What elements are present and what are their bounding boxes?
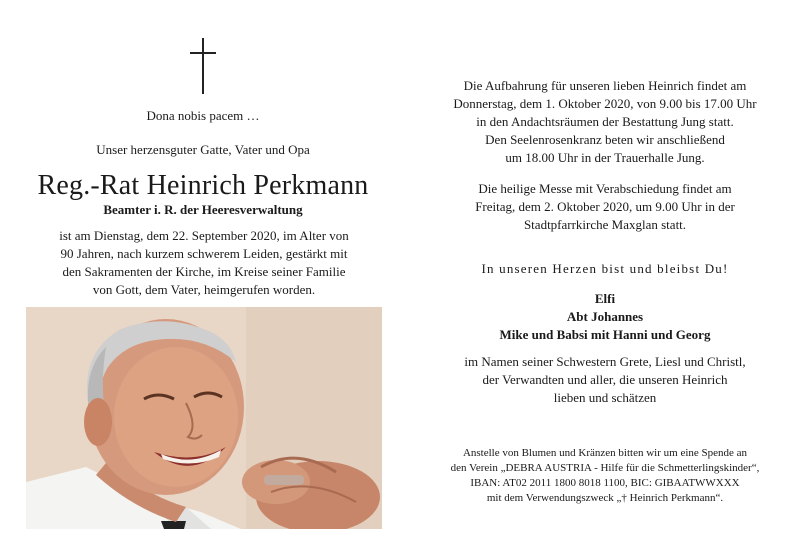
deceased-rank: Beamter i. R. der Heeresverwaltung (103, 202, 303, 217)
donation-line: mit dem Verwendungszweck „† Heinrich Perkmann“. (486, 492, 724, 504)
announcement-line: von Gott, dem Vater, heimgerufen worden. (92, 282, 316, 297)
portrait-photo (26, 307, 382, 529)
relation-line: Unser herzensguter Gatte, Vater und Opa (96, 142, 310, 157)
donation-line: Anstelle von Blumen und Kränzen bitten wir um eine Spende an (462, 447, 748, 459)
on-behalf-line: lieben und schätzen (553, 390, 657, 405)
mourner-name: Mike und Babsi mit Hanni und Georg (499, 327, 711, 342)
mourners-list (420, 290, 790, 344)
motto: Dona nobis pacem … (146, 108, 260, 123)
announcement-line: den Sakramenten der Kirche, im Kreise seiner Familie (62, 264, 346, 279)
donation-request (420, 446, 790, 506)
viewing-line: um 18.00 Uhr in der Trauerhalle Jung. (505, 150, 705, 165)
mass-line: Stadtpfarrkirche Maxglan statt. (523, 217, 687, 232)
mass-line: Freitag, dem 2. Oktober 2020, um 9.00 Uhr in der (475, 199, 735, 214)
viewing-line: Den Seelenrosenkranz beten wir anschließend (485, 132, 725, 147)
memorial-quote: In unseren Herzen bist und bleibst Du! (481, 261, 729, 276)
mourner-name: Abt Johannes (566, 309, 644, 324)
donation-line: IBAN: AT02 2011 1800 8018 1100, BIC: GIBAATWWXXX (470, 477, 740, 489)
viewing-info (420, 77, 790, 167)
on-behalf-line: im Namen seiner Schwestern Grete, Liesl und Christl, (464, 354, 746, 369)
viewing-line: in den Andachtsräumen der Bestattung Jung statt. (476, 114, 734, 129)
mass-line: Die heilige Messe mit Verabschiedung findet am (478, 181, 732, 196)
viewing-line: Die Aufbahrung für unseren lieben Heinrich findet am (463, 78, 747, 93)
cross-icon (188, 38, 218, 94)
death-announcement (40, 227, 368, 299)
viewing-line: Donnerstag, dem 1. Oktober 2020, von 9.00 bis 17.00 Uhr (453, 96, 757, 111)
deceased-name: Reg.-Rat Heinrich Perkmann (37, 170, 369, 201)
announcement-line: 90 Jahren, nach kurzem schwerem Leiden, gestärkt mit (60, 246, 348, 261)
mourner-name: Elfi (594, 291, 616, 306)
on-behalf-text (420, 353, 790, 407)
on-behalf-line: der Verwandten und aller, die unseren Heinrich (482, 372, 728, 387)
donation-line: den Verein „DEBRA AUSTRIA - Hilfe für die Schmetterlingskinder“, (450, 462, 760, 474)
announcement-line: ist am Dienstag, dem 22. September 2020, im Alter von (59, 228, 349, 243)
mass-info (420, 180, 790, 234)
